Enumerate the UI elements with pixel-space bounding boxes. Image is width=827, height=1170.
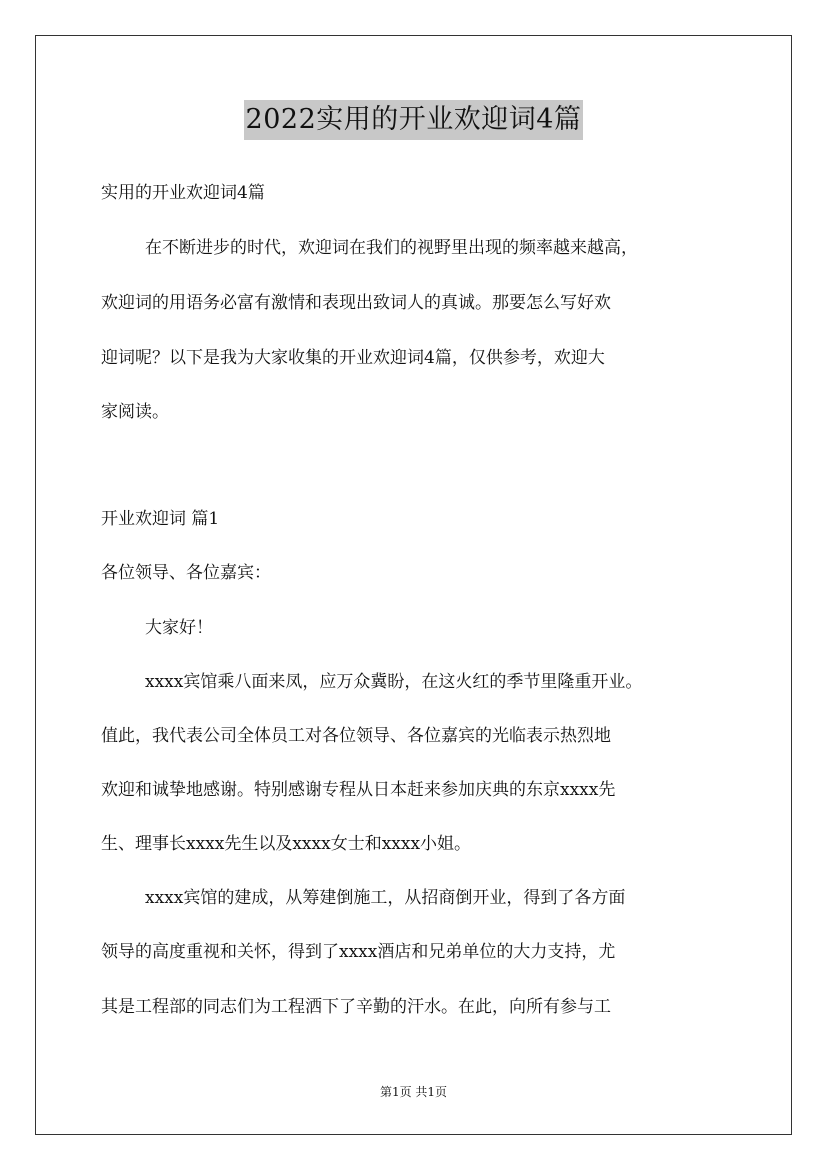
paragraph-line: 领导的高度重视和关怀，得到了xxxx酒店和兄弟单位的大力支持，尤 [101,942,616,962]
page-footer: 第1页 共1页 [379,1085,448,1099]
intro-line: 在不断进步的时代，欢迎词在我们的视野里出现的频率越来越高， [145,238,638,258]
paragraph-line: xxxx宾馆的建成，从筹建倒施工，从招商倒开业，得到了各方面 [145,888,626,908]
document-title: 2022实用的开业欢迎词4篇 [244,100,584,140]
subtitle: 实用的开业欢迎词4篇 [101,183,265,203]
title-container [0,100,827,140]
intro-line: 家阅读。 [101,402,169,422]
section-heading: 开业欢迎词 篇1 [101,509,220,529]
paragraph-line: 欢迎和诚挚地感谢。特别感谢专程从日本赶来参加庆典的东京xxxx先 [101,780,616,800]
paragraph-line: 值此，我代表公司全体员工对各位领导、各位嘉宾的光临表示热烈地 [101,726,611,746]
paragraph-line: xxxx宾馆乘八面来凤，应万众冀盼，在这火红的季节里隆重开业。 [145,672,643,692]
paragraph-line: 生、理事长xxxx先生以及xxxx女士和xxxx小姐。 [101,834,472,854]
salutation: 各位领导、各位嘉宾： [101,563,271,583]
greeting: 大家好！ [145,618,213,638]
paragraph-line: 其是工程部的同志们为工程洒下了辛勤的汗水。在此，向所有参与工 [101,997,611,1017]
intro-line: 欢迎词的用语务必富有激情和表现出致词人的真诚。那要怎么写好欢 [101,293,611,313]
intro-line: 迎词呢？以下是我为大家收集的开业欢迎词4篇，仅供参考，欢迎大 [101,348,605,368]
